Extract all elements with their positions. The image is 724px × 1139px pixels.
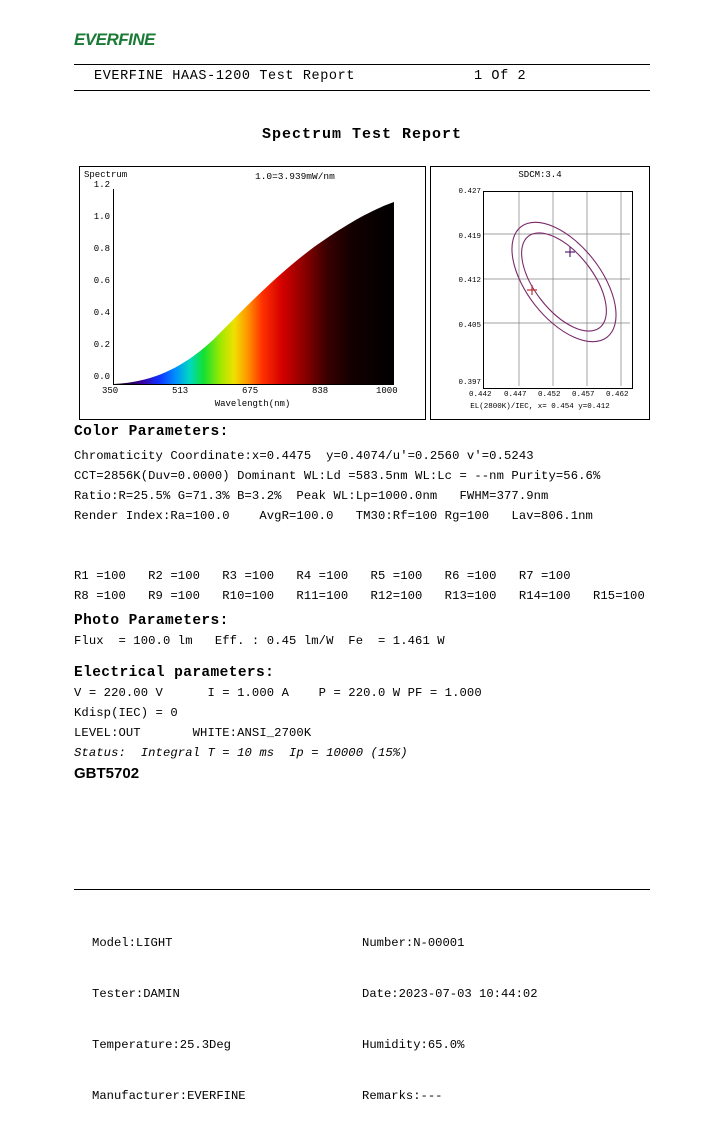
y-tick: 0.397 [458,379,481,387]
x-tick: 0.457 [572,391,595,399]
color-param-line: CCT=2856K(Duv=0.0000) Dominant WL:Ld =583.5nm WL:Lc = --nm Purity=56.6% [74,469,601,483]
color-param-line: Ratio:R=25.5% G=71.3% B=3.2% Peak WL:Lp=1000.0nm FWHM=377.9nm [74,489,549,503]
x-tick: 350 [102,386,119,396]
page-indicator: 1 Of 2 [474,69,527,84]
y-tick: 1.2 [93,180,110,190]
spectrum-y-axis [80,181,112,386]
y-tick: 0.2 [93,340,110,350]
status-line: Status: Integral T = 10 ms Ip = 10000 (15%) [74,746,408,760]
sdcm-ellipses [484,192,630,386]
sdcm-chart-title: SDCM:3.4 [518,170,562,180]
electrical-param-line: LEVEL:OUT WHITE:ANSI_2700K [74,726,312,740]
header-divider-top [74,64,650,65]
x-tick: 838 [312,386,329,396]
header-divider-bottom [74,90,650,91]
sdcm-x-axis-label: EL(2800K)/IEC, x= 0.454 y=0.412 [470,403,610,411]
spectrum-x-axis-label: Wavelength(nm) [214,399,291,409]
x-tick: 0.442 [469,391,492,399]
electrical-param-line: V = 220.00 V I = 1.000 A P = 220.0 W PF = 1.000 [74,686,482,700]
spectrum-x-axis [80,387,420,399]
y-tick: 0.4 [93,308,110,318]
sdcm-plot-area [483,191,633,389]
y-tick: 0.0 [93,372,110,382]
y-tick: 0.412 [458,277,481,285]
sdcm-chart [430,166,650,420]
page-title: Spectrum Test Report [261,126,463,143]
footer-left-column [92,901,246,1139]
footer-remarks: Remarks:--- [362,1089,443,1103]
footer-manufacturer: Manufacturer:EVERFINE [92,1089,246,1103]
x-tick: 513 [172,386,189,396]
color-param-line: Chromaticity Coordinate:x=0.4475 y=0.4074/u'=0.2560 v'=0.5243 [74,449,534,463]
photo-parameters-heading: Photo Parameters: [74,613,229,629]
x-tick: 1000 [376,386,398,396]
x-tick: 0.462 [606,391,629,399]
footer-temperature: Temperature:25.3Deg [92,1038,231,1052]
y-tick: 1.0 [93,212,110,222]
spectrum-scale-annotation: 1.0=3.939mW/nm [255,171,335,182]
footer-date: Date:2023-07-03 10:44:02 [362,987,538,1001]
footer-humidity: Humidity:65.0% [362,1038,465,1052]
photo-param-line: Flux = 100.0 lm Eff. : 0.45 lm/W Fe = 1.461 W [74,634,445,648]
standard-label: GBT5702 [74,765,140,782]
everfine-logo [74,30,155,50]
footer-tester: Tester:DAMIN [92,987,180,1001]
y-tick: 0.405 [458,322,481,330]
color-parameters-heading: Color Parameters: [74,424,229,440]
report-header-title: EVERFINE HAAS-1200 Test Report [94,69,356,84]
footer-divider [74,889,650,890]
y-tick: 0.8 [93,244,110,254]
spectrum-chart [79,166,426,420]
spectrum-chart-title: Spectrum [84,170,128,180]
spectrum-plot-area [113,189,394,385]
brand-text: EVERFINE [74,30,156,49]
footer-right-column [362,901,538,1139]
render-index-line: R8 =100 R9 =100 R10=100 R11=100 R12=100 R13=100 R14=100 R15=100 [74,589,645,603]
spectrum-curve [114,189,394,384]
y-tick: 0.427 [458,188,481,196]
y-tick: 0.419 [458,233,481,241]
footer-number: Number:N-00001 [362,936,465,950]
electrical-parameters-heading: Electrical parameters: [74,665,275,681]
render-index-line: R1 =100 R2 =100 R3 =100 R4 =100 R5 =100 R6 =100 R7 =100 [74,569,571,583]
electrical-param-line: Kdisp(IEC) = 0 [74,706,178,720]
x-tick: 675 [242,386,259,396]
color-param-line: Render Index:Ra=100.0 AvgR=100.0 TM30:Rf=100 Rg=100 Lav=806.1nm [74,509,593,523]
x-tick: 0.452 [538,391,561,399]
y-tick: 0.6 [93,276,110,286]
footer-model: Model:LIGHT [92,936,173,950]
x-tick: 0.447 [504,391,527,399]
